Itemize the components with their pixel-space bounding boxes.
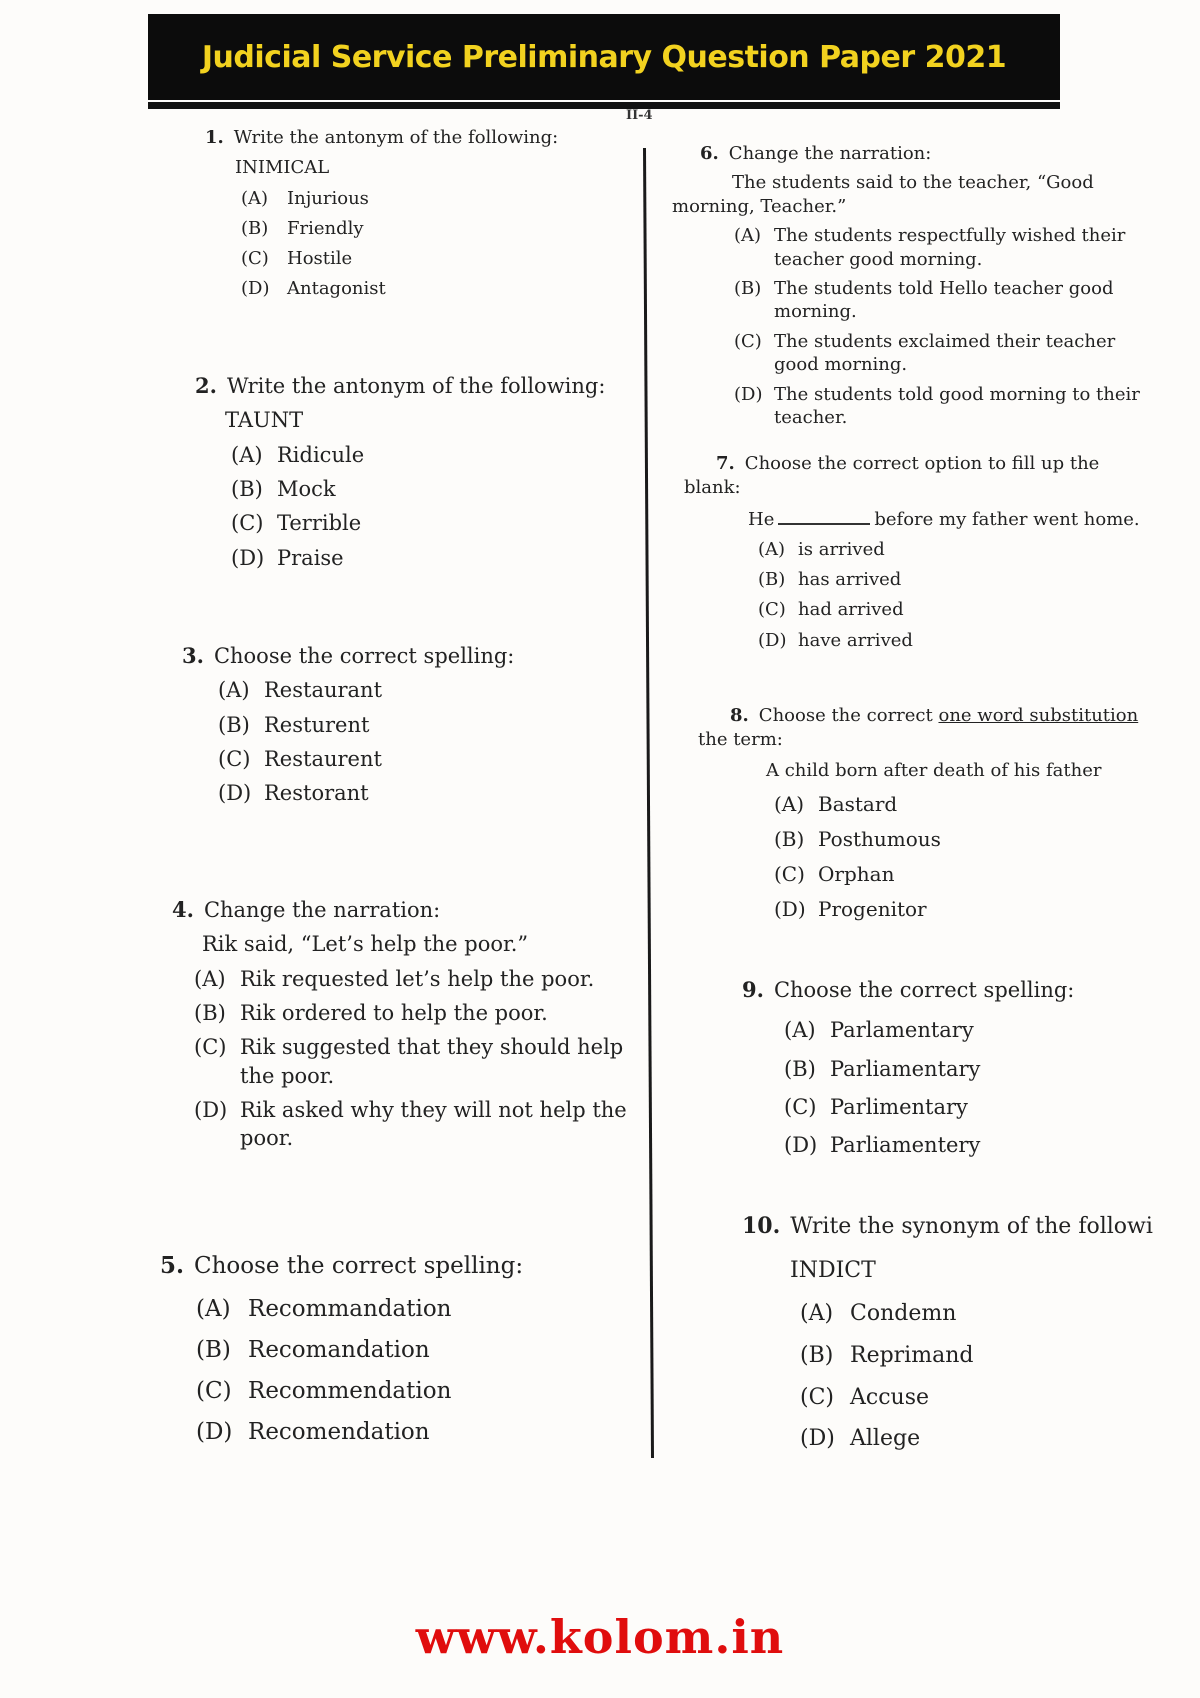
header-rule: [148, 102, 1060, 109]
option-list: [194, 965, 662, 1153]
question-number: 10.: [742, 1213, 781, 1239]
question-10: [742, 1212, 1154, 1466]
header-banner: [148, 14, 1060, 100]
option-a[interactable]: (A) The students respectfully wished their teacher good morning.: [734, 225, 1126, 270]
question-stem: Write the antonym of the following:: [233, 127, 559, 148]
question-2: [195, 372, 615, 578]
question-stem: Choose the correct option to fill up the blank:: [684, 453, 1100, 499]
question-term: A child born after death of his father: [766, 759, 1102, 781]
question-9: [742, 976, 1162, 1170]
option-a[interactable]: (A) Parlamentary: [784, 1018, 974, 1043]
option-c[interactable]: (C) The students exclaimed their teacher good morning.: [734, 330, 1116, 376]
option-c[interactable]: (C) Recommendation: [196, 1378, 452, 1405]
question-number: 5.: [160, 1252, 185, 1279]
option-b[interactable]: (B) has arrived: [758, 569, 902, 591]
option-list: [734, 224, 1142, 429]
option-d[interactable]: (D) The students told good morning to their teacher.: [734, 383, 1140, 428]
question-term: INDICT: [790, 1257, 876, 1283]
option-b[interactable]: (B) The students told Hello teacher good morning.: [734, 277, 1114, 323]
column-divider: [643, 148, 654, 1458]
page-title: Judicial Service Preliminary Question Paper 2021: [201, 39, 1007, 75]
underlined-phrase: one word substitution: [938, 705, 1139, 726]
fill-blank[interactable]: [778, 507, 870, 525]
option-d[interactable]: (D) Allege: [800, 1426, 921, 1452]
option-d[interactable]: (D) Rik asked why they will not help the poor.: [194, 1098, 627, 1151]
option-list: [758, 538, 1150, 653]
option-d[interactable]: (D) Progenitor: [774, 896, 927, 921]
question-number: 7.: [716, 453, 735, 474]
option-d[interactable]: (D) Restorant: [218, 781, 369, 806]
question-number: 3.: [182, 643, 204, 668]
question-stem: Change the narration:: [728, 143, 932, 164]
option-b[interactable]: (B) Mock: [231, 477, 336, 502]
option-list: [800, 1299, 1154, 1454]
question-number: 8.: [730, 705, 749, 726]
question-number: 2.: [195, 373, 217, 398]
question-term: TAUNT: [225, 408, 304, 433]
option-b[interactable]: (B) Resturent: [218, 712, 370, 737]
option-b[interactable]: (B) Posthumous: [774, 826, 941, 851]
question-stem: Write the antonym of the following:: [226, 374, 606, 398]
option-d[interactable]: (D) Antagonist: [241, 278, 386, 300]
option-b[interactable]: (B) Parliamentary: [784, 1056, 981, 1081]
question-stem: Choose the correct spelling:: [213, 644, 515, 668]
option-a[interactable]: (A) Restaurant: [218, 678, 383, 703]
question-number: 9.: [742, 977, 764, 1002]
option-b[interactable]: (B) Recomandation: [196, 1337, 430, 1364]
question-4: [172, 896, 662, 1159]
option-c[interactable]: (C) Hostile: [241, 248, 353, 270]
option-d[interactable]: (D) Parliamentery: [784, 1133, 981, 1158]
option-c[interactable]: (C) had arrived: [758, 599, 904, 621]
option-list: [218, 676, 612, 807]
option-d[interactable]: (D) Recomendation: [196, 1419, 430, 1446]
question-stem: Change the narration:: [203, 898, 441, 922]
option-list: [231, 441, 615, 572]
option-d[interactable]: (D) have arrived: [758, 629, 913, 651]
footer-website-link[interactable]: www.kolom.in: [415, 1610, 785, 1664]
question-term: Rik said, “Let’s help the poor.”: [202, 932, 529, 957]
option-list: [241, 187, 605, 302]
option-c[interactable]: (C) Restaurent: [218, 747, 382, 772]
option-list: [784, 1016, 1162, 1159]
question-term: He before my father went home.: [748, 508, 1140, 530]
question-term: The students said to the teacher, “Good morning, Teacher.”: [672, 172, 1094, 217]
question-term: INIMICAL: [235, 157, 330, 179]
option-c[interactable]: (C) Orphan: [774, 861, 895, 886]
option-c[interactable]: (C) Parlimentary: [784, 1095, 968, 1120]
option-list: [774, 791, 1153, 923]
question-7: [684, 452, 1150, 659]
option-list: [196, 1294, 630, 1448]
option-a[interactable]: (A) Rik requested let’s help the poor.: [194, 966, 595, 991]
option-a[interactable]: (A) Condemn: [800, 1301, 957, 1327]
page-code: II-4: [626, 108, 653, 123]
question-8: 8. Choose the correct one word substitution the term: A child born after death of his father (A) Bastard (B) Posthumous (C) Orphan (D) Progenitor: [698, 704, 1153, 931]
question-number: 6.: [700, 143, 719, 164]
question-6: [672, 142, 1142, 435]
question-number: 1.: [205, 127, 224, 148]
question-stem: Write the synonym of the followi: [790, 1214, 1153, 1239]
option-b[interactable]: (B) Friendly: [241, 217, 364, 239]
option-c[interactable]: (C) Accuse: [800, 1384, 930, 1410]
question-number: 4.: [172, 897, 194, 922]
question-1: [205, 126, 605, 308]
option-a[interactable]: (A) Recommandation: [196, 1296, 452, 1323]
question-3: [182, 642, 612, 814]
option-c[interactable]: (C) Rik suggested that they should help the poor.: [194, 1035, 624, 1088]
question-stem: Choose the correct spelling:: [194, 1253, 524, 1279]
option-b[interactable]: (B) Reprimand: [800, 1343, 974, 1369]
question-stem: Choose the correct spelling:: [773, 978, 1075, 1002]
option-b[interactable]: (B) Rik ordered to help the poor.: [194, 1001, 548, 1026]
option-a[interactable]: (A) Bastard: [774, 791, 898, 816]
option-c[interactable]: (C) Terrible: [231, 511, 362, 536]
option-d[interactable]: (D) Praise: [231, 545, 344, 570]
question-5: [160, 1250, 630, 1458]
option-a[interactable]: (A) Injurious: [241, 187, 369, 209]
option-a[interactable]: (A) Ridicule: [231, 442, 365, 467]
option-a[interactable]: (A) is arrived: [758, 538, 885, 560]
